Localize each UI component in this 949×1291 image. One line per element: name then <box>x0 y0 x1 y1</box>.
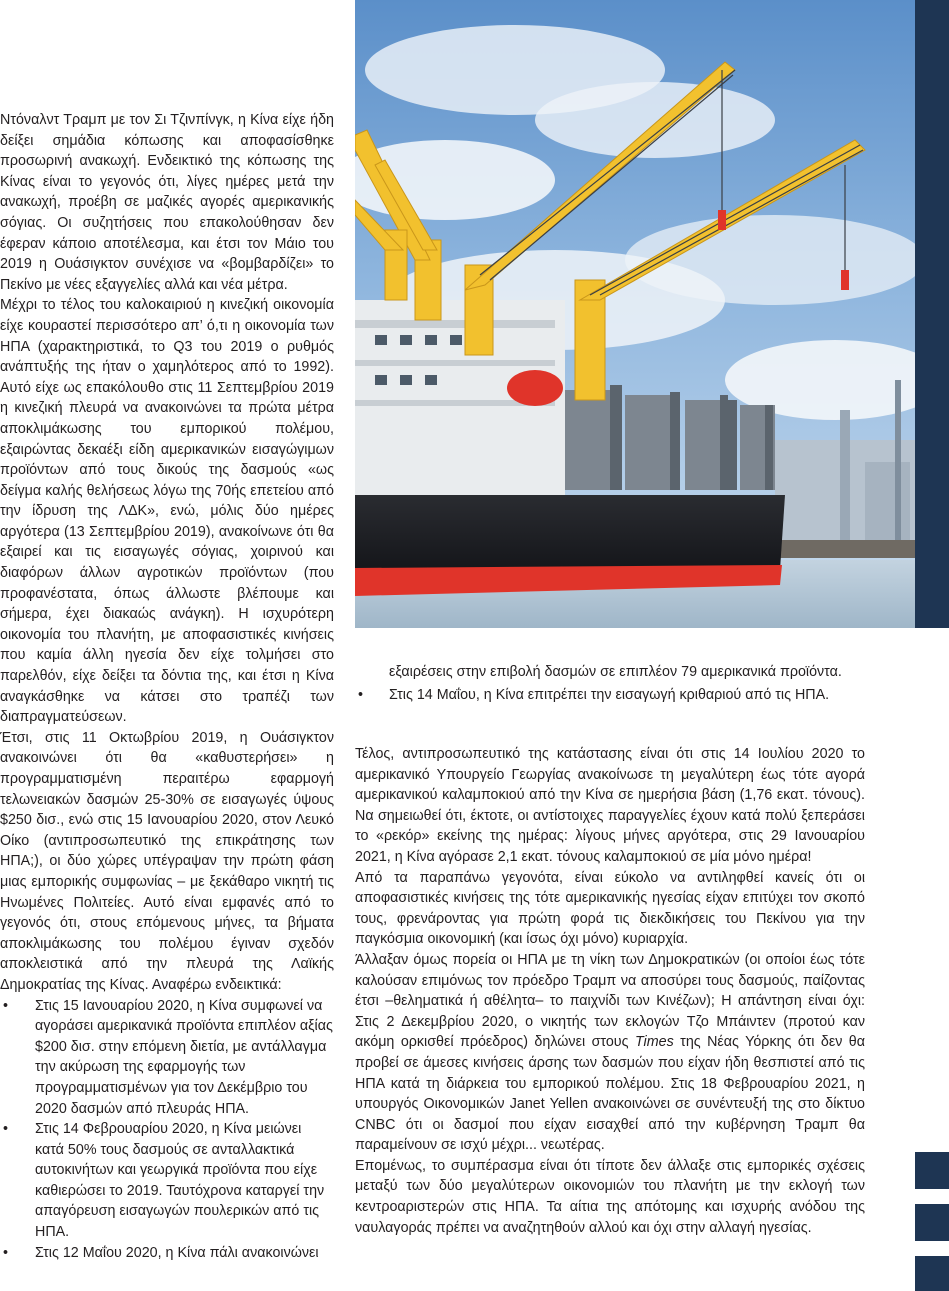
paragraph: Τέλος, αντιπροσωπευτικό της κατάστασης είναι ότι στις 14 Ιουλίου 2020 το αμερικανικό Υπουργείο Γεωργίας ανακοίνωσε τη μεγαλύτερη έως τότε αγορά αμερικανικού καλαμποκιού από την Κίνα σε ημερήσια βάση (1,76 εκατ. τόνους). Να σημειωθεί ότι, έκτοτε, οι αντίστοιχες παραγγελίες έχουν κατά πολύ ξεπεράσει το «ρεκόρ» εκείνης της ημέρας: λίγους μήνες αργότερα, στις 29 Ιανουαρίου 2021, η Κίνα αγόρασε 2,1 εκατ. τόνους καλαμποκιού σε μία μόνο ημέρα! <box>355 746 865 865</box>
left-column <box>0 110 334 1263</box>
right-bullet-block <box>355 662 865 705</box>
paragraph: Έτσι, στις 11 Οκτωβρίου 2019, η Ουάσιγκτον ανακοινώνει ότι θα «καθυστερήσει» η προγραμματισμένη περαιτέρω εφαρμογή τελωνειακών δασμών 25-30% σε εισαγωγές ύψους $250 δισ., ενώ στις 15 Ιανουαρίου 2020, στον Λευκό Οίκο (αντιπροσωπευτικό της επικράτησης των ΗΠΑ;), οι δύο χώρες υπέγραψαν την πρώτη φάση μιας εμπορικής συμφωνίας – με ξεκάθαρο νικητή τις Ηνωμένες Πολιτείες. Αυτό είναι εμφανές από το γεγονός ότι, στους επόμενους μήνες, τα βήματα αποκλιμάκωσης του πολέμου έγιναν σχεδόν αποκλειστικά από την πλευρά της Λαϊκής Δημοκρατίας της Κίνας. Αναφέρω ενδεικτικά: <box>0 729 334 993</box>
edge-tab <box>915 1256 949 1291</box>
cargo-ship-photo <box>355 0 915 628</box>
paragraph <box>355 950 865 1156</box>
edge-tab <box>915 1152 949 1189</box>
bullet-list <box>0 996 334 1264</box>
paragraph: Επομένως, το συμπέρασμα είναι ότι τίποτε δεν άλλαξε στις εμπορικές σχέσεις μεταξύ των δύο μεγαλύτερων οικονομιών του πλανήτη με την εκλογή των κεντροαριστερών στις ΗΠΑ. Τα αίτια της απότομης και ισχυρής ανόδου της ναυλαγοράς πρέπει να αναζητηθούν αλλού και όχι στην αλλαγή ηγεσίας. <box>355 1157 865 1236</box>
list-item: • Στις 12 Μαΐου 2020, η Κίνα πάλι ανακοινώνει <box>0 1243 334 1264</box>
edge-tab <box>915 1204 949 1241</box>
paragraph: Μέχρι το τέλος του καλοκαιριού η κινεζική οικονομία είχε κουραστεί περισσότερο απ’ ό,τι η οικονομία των ΗΠΑ (χαρακτηριστικά, το Q3 του 2019 ο ρυθμός ανάπτυξής της ήταν ο χαμηλότερος από το 1992). Αυτό είχε ως επακόλουθο στις 11 Σεπτεμβρίου 2019 η κινεζική πλευρά να ανακοινώνει τα πρώτα μέτρα αποκλιμάκωσης του εμπορικού πολέμου, εξαιρώντας δεκαέξι είδη αμερικανικών εισαγώγιμων προϊόντων από τους δικούς της δασμούς «ως δείγμα καλής θελήσεως λόγω της 70ής επετείου από την ίδρυση της ΛΔΚ», ενώ, μόλις δύο ημέρες αργότερα (13 Σεπτεμβρίου 2019), ανακοίνωνε ότι θα εξαιρεί και τις εισαγωγές σόγιας, χοιρινού και διαφόρων άλλων αγροτικών προϊόντων (που προφανέστατα, όπως άλλωστε βλέπουμε και σήμερα, έχει διακαώς ανάγκη). Η ισχυρότερη οικονομία του πλανήτη, με αποφασιστικές κινήσεις που καμία άλλη ηγεσία δεν είχε τολμήσει στο παρελθόν, είχε δείξει τα δόντια της, και έτσι η Κίνα αναγκάσθηκε να κάτσει στο τραπέζι των διαπραγματεύσεων. <box>0 297 334 726</box>
paragraph: Από τα παραπάνω γεγονότα, είναι εύκολο να αντιληφθεί κανείς ότι οι αποφασιστικές κινήσεις της τότε αμερικανικής ηγεσίας είχαν επιτύχει τον σκοπό τους, φρενάροντας για πρώτη φορά τις διεκδικήσεις του Πεκίνου για την παγκόσμια οικονομική (και ίσως όχι μόνο) κυριαρχία. <box>355 869 865 948</box>
list-item: • Στις 14 Μαΐου, η Κίνα επιτρέπει την εισαγωγή κριθαριού από τις ΗΠΑ. <box>355 685 865 706</box>
list-item: • Στις 14 Φεβρουαρίου 2020, η Κίνα μειώνει κατά 50% τους δασμούς σε ανταλλακτικά αυτοκινήτων και γεωργικά προϊόντα που είχε καθιερώσει το 2019. Ταυτόχρονα καταργεί την απαγόρευση εισαγωγών πουλερικών από τις ΗΠΑ. <box>0 1119 334 1243</box>
edge-bar <box>915 0 949 628</box>
text-run: της Νέας Υόρκης ότι δεν θα προβεί σε άμεσες κινήσεις άρσης των δασμών που είχαν ήδη θεσπιστεί από τις ΗΠΑ κατά τη διάρκεια του εμπορικού πολέμου. Στις 18 Φεβρουαρίου 2021, η υπουργός Οικονομικών Janet Yellen ανακοινώνει σε συνέντευξή της στο δίκτυο CNBC ότι οι δασμοί που είχαν εισαχθεί από την κυβέρνηση Τραμπ θα παραμείνουν σε ισχύ μέχρι... νεωτέρας. <box>355 1034 866 1154</box>
right-column <box>355 744 865 1238</box>
list-item: • Στις 15 Ιανουαρίου 2020, η Κίνα συμφωνεί να αγοράσει αμερικανικά προϊόντα επιπλέον αξίας $200 δισ. στην επόμενη διετία, με αντάλλαγμα την ακύρωση της εφαρμογής των προγραμματισμένων για τον Δεκέμβριο του 2020 δασμών από πλευράς ΗΠΑ. <box>0 996 334 1120</box>
text-run: Άλλαξαν όμως πορεία οι ΗΠΑ με τη νίκη των Δημοκρατικών (οι οποίοι έως τότε καλούσαν επιμόνως τον πρόεδρο Τραμπ να αποσύρει τους δασμούς, παίζοντας έτσι –θεληματικά ή αθέλητα– το παιχνίδι των Κινέζων); Η απάντηση είναι όχι: Στις 2 Δεκεμβρίου 2020, ο νικητής των εκλογών Τζο Μπάιντεν (προτού καν ακόμη ορκισθεί πρόεδρος) δηλώνει στους <box>355 951 865 1051</box>
italic-text: Times <box>634 1034 674 1051</box>
bullet-continuation: εξαιρέσεις στην επιβολή δασμών σε επιπλέον 79 αμερικανικά προϊόντα. <box>389 664 842 680</box>
paragraph: Ντόναλντ Τραμπ με τον Σι Τζινπίνγκ, η Κίνα είχε ήδη δείξει σημάδια κόπωσης και αποφασίσθηκε προσωρινή ανακωχή. Ενδεικτικό της κόπωσης της Κίνας είναι το γεγονός ότι, λίγες ημέρες μετά την ανακωχή, προέβη σε μαζικές αγορές αμερικανικής σόγιας. Οι συζητήσεις που επακολούθησαν δεν έφεραν κάποιο αποτέλεσμα, και έτσι τον Μάιο του 2019 η Ουάσιγκτον συνέχισε να «βομβαρδίζει» το Πεκίνο με νέες εξαγγελίες αλλά και νέα μέτρα. <box>0 112 334 293</box>
